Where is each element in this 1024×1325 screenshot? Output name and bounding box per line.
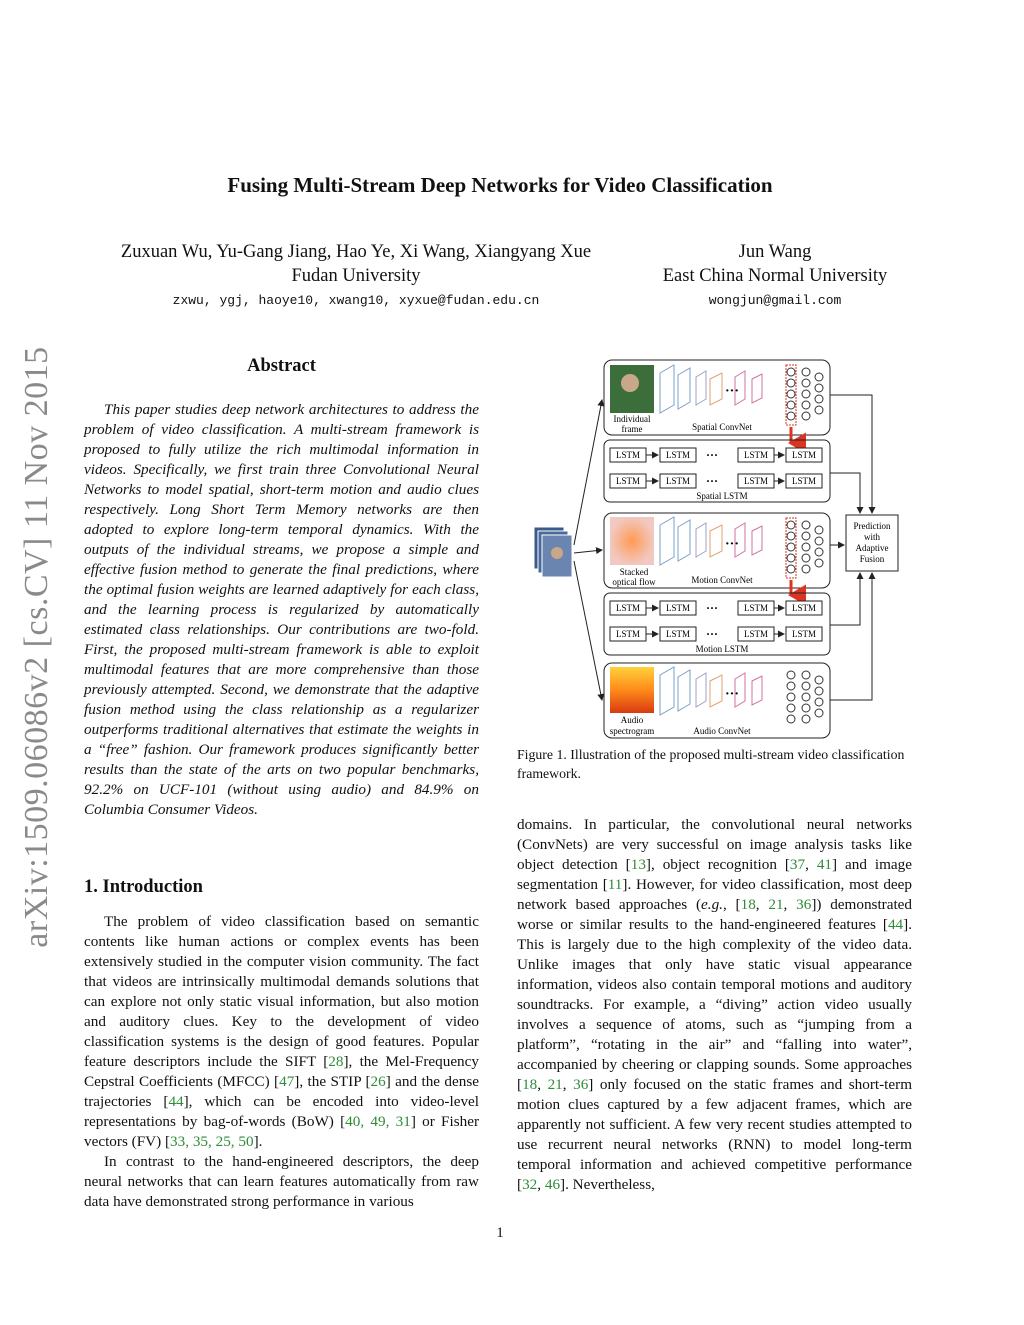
figure-1-caption: Figure 1. Illustration of the proposed multi-stream video classification framework. bbox=[517, 747, 905, 781]
authors-right bbox=[640, 240, 910, 288]
intro-paragraph-1: The problem of video classification based on semantic contents like human actions or complex events has been extensively studied in the computer vision community. The fact that videos are intrinsically multimodal demands solutions that can explore not only static visual information, but also motion and auditory clues. Key to the development of video classification systems is the design of good features. Popular feature descriptors include the SIFT [28], the Mel-Frequency Cepstral Coefficients (MFCC) [47], the STIP [26] and the dense trajectories [44], which can be encoded into video-level representations by bag-of-words (BoW) [40, 49, 31] or Fisher vectors (FV) [33, 35, 25, 50]. bbox=[84, 913, 480, 1150]
audio-spectrogram-label-2: spectrogram bbox=[609, 726, 655, 736]
lstm-cell: LSTM bbox=[665, 603, 691, 613]
prediction-label-4: Fusion bbox=[859, 554, 885, 564]
individual-frame-label-1: Individual bbox=[613, 414, 651, 424]
author-names-left: Zuxuan Wu, Yu-Gang Jiang, Hao Ye, Xi Wang, Xiangyang Xue bbox=[120, 242, 592, 262]
lstm-cell: LSTM bbox=[615, 603, 641, 613]
lstm-cell: LSTM bbox=[743, 603, 769, 613]
citation[interactable]: 21 bbox=[768, 896, 784, 913]
lstm-cell: LSTM bbox=[665, 450, 691, 460]
audio-spectrogram-thumbnail bbox=[610, 667, 654, 713]
stacked-flow-label-2: optical flow bbox=[612, 577, 656, 587]
lstm-cell: LSTM bbox=[665, 476, 691, 486]
lstm-cell: LSTM bbox=[743, 629, 769, 639]
intro-paragraph-2: In contrast to the hand-engineered descriptors, the deep neural networks that can learn features automatically from raw data have demonstrated strong performance in various bbox=[84, 1153, 479, 1210]
prediction-label-1: Prediction bbox=[853, 521, 891, 531]
intro-column-right bbox=[517, 815, 912, 1195]
svg-text:···: ··· bbox=[725, 687, 740, 702]
lstm-cell: LSTM bbox=[615, 629, 641, 639]
citation[interactable]: 36 bbox=[796, 896, 812, 913]
lstm-cell: LSTM bbox=[665, 629, 691, 639]
lstm-cell: LSTM bbox=[791, 476, 817, 486]
citation[interactable]: 21 bbox=[547, 1076, 563, 1093]
page-number: 1 bbox=[496, 1225, 504, 1241]
lstm-cell: LSTM bbox=[791, 603, 817, 613]
lstm-cell: LSTM bbox=[791, 450, 817, 460]
intro-paragraph-2-continued: domains. In particular, the convolutional neural networks (ConvNets) are very successful on image analysis tasks like object detection [13], object recognition [37, 41] and image segmentation [11]. However, for video classification, most deep network based approaches (e.g., [18, 21, 36]) demonstrated worse or similar results to the hand-engineered features [44]. This is largely due to the high complexity of the video data. Unlike images that only have static visual appearance information, videos also contain temporal motions and auditory soundtracks. For example, a “diving” action video usually involves a sequence of atoms, such as “jumping from a platform”, “rotating in the air” and “falling into water”, accompanied by cheering or clapping sounds. Some approaches [18, 21, 36] only focused on the static frames and short-term motion clues captured by a few adjacent frames, which are apparently not sufficient. A few very recent studies attempted to use recurrent neural networks (RNN) to model long-term temporal information and achieved competitive performance [32, 46]. Nevertheless, bbox=[517, 816, 913, 1193]
citation[interactable]: 44 bbox=[168, 1093, 184, 1110]
citation[interactable]: 26 bbox=[370, 1073, 386, 1090]
citation[interactable]: 18 bbox=[740, 896, 756, 913]
prediction-label-3: Adaptive bbox=[855, 543, 889, 553]
input-video-frames bbox=[534, 527, 572, 577]
intro-column-left bbox=[84, 912, 479, 1212]
abstract-text: This paper studies deep network architectures to address the problem of video classification. A multi-stream framework is proposed to fully utilize the rich multimodal information in videos. Specifically, we first train three Convolutional Neural Networks to model spatial, short-term motion and audio clues respectively. Long Short Term Memory networks are then adopted to explore long-term temporal dynamics. With the outputs of the individual streams, we propose a simple and effective fusion method to generate the final predictions, where the optimal fusion weights are learned adaptively for each class, and the learning process is regularized by automatically estimated class relationships. Our contributions are two-fold. First, the proposed multi-stream framework is able to exploit multimodal features that are more comprehensive than those previously attempted. Second, we demonstrate that the adaptive fusion method using the class relationship as a regularizer outperforms traditional alternatives that estimate the weights in a “free” fashion. Our framework produces significantly better results than the state of the arts on two popular benchmarks, 92.2% on UCF-101 (without using audio) and 84.9% on Columbia Consumer Videos. bbox=[84, 401, 479, 818]
lstm-cell: LSTM bbox=[615, 450, 641, 460]
citation[interactable]: 47 bbox=[279, 1073, 295, 1090]
lstm-cell: LSTM bbox=[743, 476, 769, 486]
svg-text:···: ··· bbox=[706, 601, 719, 615]
lstm-cell: LSTM bbox=[791, 629, 817, 639]
citation[interactable]: 33, 35, 25, 50 bbox=[170, 1133, 254, 1150]
lstm-cell: LSTM bbox=[615, 476, 641, 486]
audio-convnet-label: Audio ConvNet bbox=[693, 726, 751, 736]
lstm-cell: LSTM bbox=[743, 450, 769, 460]
svg-text:···: ··· bbox=[725, 537, 740, 552]
citation[interactable]: 18 bbox=[522, 1076, 538, 1093]
email-left: zxwu, ygj, haoye10, xwang10, xyxue@fudan.edu.cn bbox=[172, 293, 540, 308]
spatial-lstm-label: Spatial LSTM bbox=[696, 491, 748, 501]
citation[interactable]: 13 bbox=[630, 856, 646, 873]
paper-title: Fusing Multi-Stream Deep Networks for Video Classification bbox=[227, 173, 773, 197]
citation[interactable]: 28 bbox=[328, 1053, 344, 1070]
motion-convnet-label: Motion ConvNet bbox=[691, 575, 753, 585]
affiliation-left: Fudan University bbox=[291, 266, 421, 286]
citation[interactable]: 41 bbox=[816, 856, 833, 873]
motion-lstm-label: Motion LSTM bbox=[695, 644, 749, 654]
arxiv-stamp: arXiv:1509.06086v2 [cs.CV] 11 Nov 2015 bbox=[18, 346, 55, 948]
svg-text:···: ··· bbox=[706, 474, 719, 488]
figure-1-diagram bbox=[530, 355, 910, 740]
svg-text:···: ··· bbox=[706, 627, 719, 641]
abstract-heading: Abstract bbox=[247, 356, 316, 376]
svg-text:···: ··· bbox=[706, 448, 719, 462]
email-right: wongjun@gmail.com bbox=[708, 293, 842, 308]
citation[interactable]: 11 bbox=[607, 876, 623, 893]
intro-heading: 1. Introduction bbox=[84, 877, 203, 897]
affiliation-right: East China Normal University bbox=[662, 266, 888, 286]
citation[interactable]: 37 bbox=[789, 856, 806, 873]
citation[interactable]: 32 bbox=[522, 1176, 538, 1193]
citation[interactable]: 46 bbox=[544, 1176, 561, 1193]
spatial-convnet-label: Spatial ConvNet bbox=[692, 422, 752, 432]
individual-frame-label-2: frame bbox=[621, 424, 643, 434]
stacked-flow-label-1: Stacked bbox=[619, 567, 649, 577]
prediction-label-2: with bbox=[863, 532, 881, 542]
citation[interactable]: 40, 49, 31 bbox=[345, 1113, 411, 1130]
optical-flow-thumbnail bbox=[610, 517, 654, 565]
authors-left bbox=[96, 240, 616, 288]
citation[interactable]: 36 bbox=[573, 1076, 589, 1093]
citation[interactable]: 44 bbox=[887, 916, 904, 933]
author-names-right: Jun Wang bbox=[738, 242, 812, 262]
svg-text:···: ··· bbox=[725, 384, 740, 399]
audio-spectrogram-label-1: Audio bbox=[620, 715, 644, 725]
